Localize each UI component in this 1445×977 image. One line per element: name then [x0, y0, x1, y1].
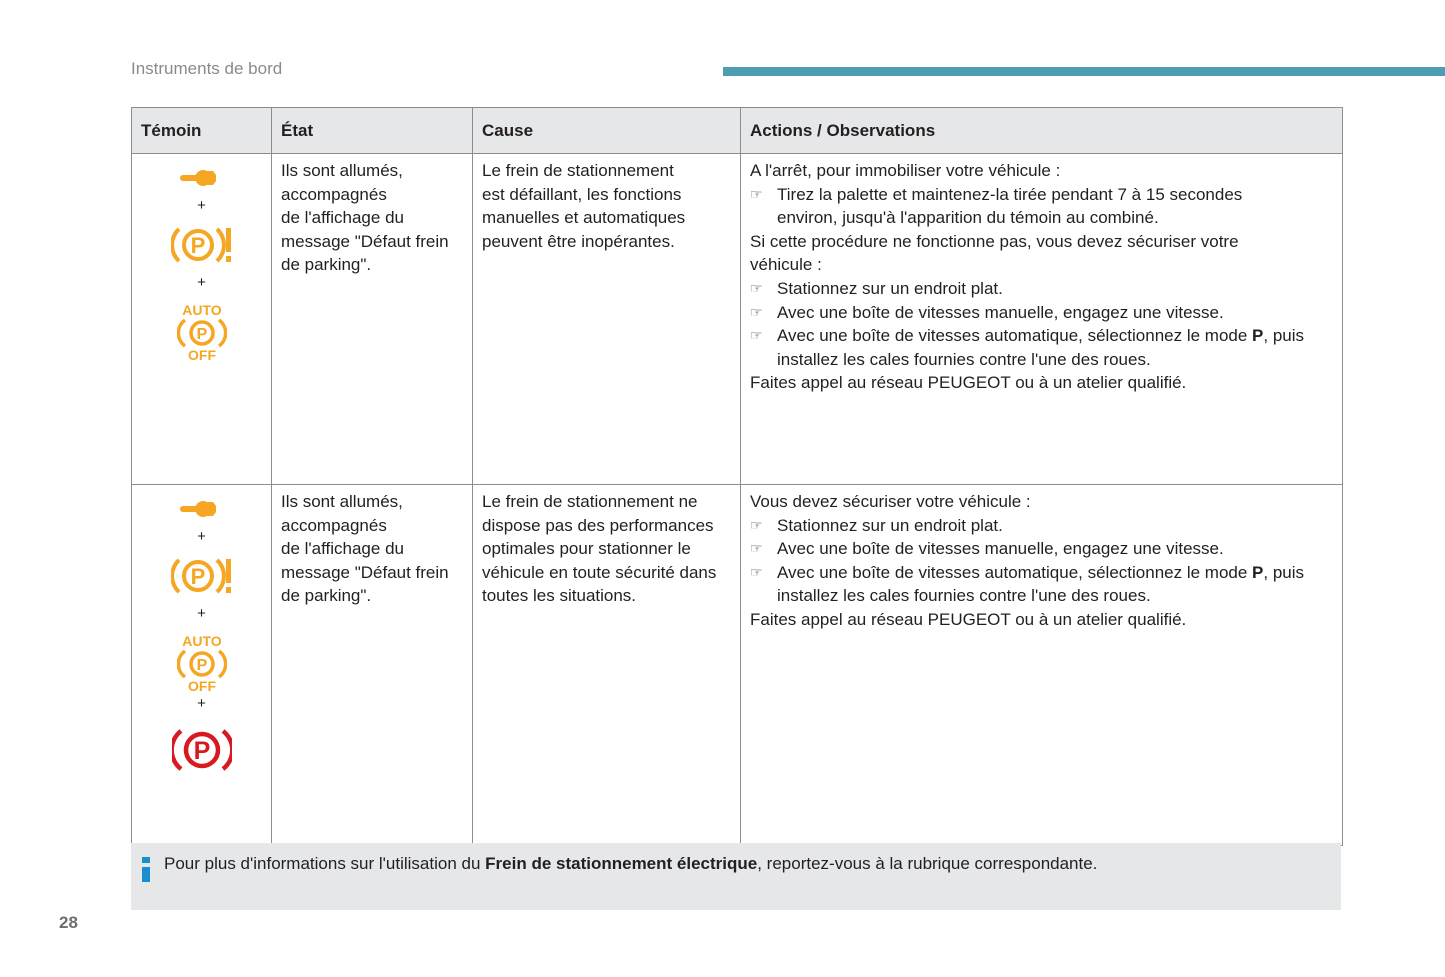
wrench-icon	[179, 168, 225, 188]
action-step: ☞ Stationnez sur un endroit plat.	[750, 514, 1333, 538]
plus-sign: +	[197, 274, 206, 291]
etat-cell	[272, 485, 473, 846]
indicator-cell	[132, 485, 272, 846]
pointing-hand-icon: ☞	[750, 540, 763, 557]
etat-line: de parking".	[281, 255, 372, 275]
indicator-cell	[132, 154, 272, 485]
pointing-hand-icon: ☞	[750, 185, 763, 202]
info-text: Pour plus d'informations sur l'utilisation du Frein de stationnement électrique, reportez-vous à la rubrique correspondante.	[164, 854, 1098, 873]
action-step: ☞ Avec une boîte de vitesses manuelle, engagez une vitesse.	[750, 301, 1333, 325]
actions-cell	[741, 485, 1343, 846]
cause-line: toutes les situations.	[482, 586, 637, 606]
page-number: 28	[59, 913, 78, 932]
cause-line: Le frein de stationnement	[482, 161, 674, 180]
parking-red-p-letter: P	[193, 737, 210, 765]
col-header-etat: État	[272, 108, 473, 154]
actions-final: Faites appel au réseau PEUGEOT ou à un atelier qualifié.	[750, 609, 1187, 629]
info-icon	[142, 857, 152, 883]
parking-red-icon	[172, 727, 232, 773]
auto-p-off-icon	[177, 633, 227, 693]
table-header-row	[132, 108, 1343, 154]
cause-line: manuelles et automatiques	[482, 208, 686, 228]
plus-sign: +	[197, 605, 206, 622]
section-title: Instruments de bord	[131, 59, 283, 78]
etat-line: accompagnés	[281, 515, 387, 535]
etat-line: de parking".	[281, 586, 372, 606]
table-row	[132, 154, 1343, 485]
auto-p-letter: P	[196, 326, 207, 343]
cause-line: dispose pas des performances	[482, 515, 714, 535]
action-step: ☞ Avec une boîte de vitesses manuelle, engagez une vitesse.	[750, 537, 1333, 561]
parking-p-letter: P	[190, 564, 205, 589]
actions-cell	[741, 154, 1343, 485]
action-step: ☞ Avec une boîte de vitesses automatique, sélectionnez le mode P, puis installez les cales fournies contre l'une des roues.	[750, 326, 1305, 369]
action-step: ☞ Stationnez sur un endroit plat.	[750, 277, 1333, 301]
off-label: OFF	[187, 678, 216, 693]
etat-line: Ils sont allumés,	[281, 492, 403, 511]
pointing-hand-icon: ☞	[750, 279, 763, 296]
plus-sign: +	[197, 695, 206, 712]
plus-sign: +	[197, 197, 206, 214]
parking-p-letter: P	[190, 233, 205, 258]
pointing-hand-icon: ☞	[750, 303, 763, 320]
col-header-temoin: Témoin	[132, 108, 272, 154]
auto-p-off-icon	[177, 302, 227, 362]
pointing-hand-icon: ☞	[750, 327, 763, 344]
etat-line: accompagnés	[281, 184, 387, 204]
col-header-cause: Cause	[473, 108, 741, 154]
auto-label: AUTO	[181, 633, 222, 649]
header-accent-bar	[723, 67, 1445, 76]
info-note	[131, 843, 1341, 910]
actions-final: Faites appel au réseau PEUGEOT ou à un atelier qualifié.	[750, 373, 1187, 393]
col-header-actions: Actions / Observations	[741, 108, 1343, 154]
actions-fallback: Si cette procédure ne fonctionne pas, vous devez sécuriser votre	[750, 231, 1239, 251]
etat-line: message "Défaut frein	[281, 231, 449, 251]
etat-line: de l'affichage du	[281, 208, 404, 228]
etat-line: message "Défaut frein	[281, 562, 449, 582]
actions-fallback: véhicule :	[750, 255, 822, 275]
etat-line: Ils sont allumés,	[281, 161, 403, 180]
cause-line: peuvent être inopérantes.	[482, 231, 675, 251]
cause-line: optimales pour stationner le	[482, 539, 691, 559]
action-step: ☞ Tirez la palette et maintenez-la tirée pendant 7 à 15 secondes environ, jusqu'à l'apparition du témoin au combiné.	[750, 184, 1243, 228]
etat-cell	[272, 154, 473, 485]
action-step: ☞ Avec une boîte de vitesses automatique, sélectionnez le mode P, puis installez les cales fournies contre l'une des roues.	[750, 562, 1305, 606]
actions-intro: A l'arrêt, pour immobiliser votre véhicule :	[750, 161, 1061, 180]
actions-intro: Vous devez sécuriser votre véhicule :	[750, 492, 1031, 511]
auto-p-letter: P	[196, 657, 207, 674]
cause-cell	[473, 154, 741, 485]
etat-line: de l'affichage du	[281, 539, 404, 559]
info-link-title: Frein de stationnement électrique	[485, 854, 758, 873]
table-row	[132, 485, 1343, 846]
cause-line: Le frein de stationnement ne	[482, 492, 698, 511]
pointing-hand-icon: ☞	[750, 563, 763, 580]
auto-label: AUTO	[181, 302, 222, 318]
cause-cell	[473, 485, 741, 846]
plus-sign: +	[197, 528, 206, 545]
parking-fault-icon	[171, 556, 233, 596]
off-label: OFF	[187, 347, 216, 362]
cause-line: véhicule en toute sécurité dans	[482, 562, 717, 582]
pointing-hand-icon: ☞	[750, 516, 763, 533]
wrench-icon	[179, 499, 225, 519]
warning-lights-table	[131, 107, 1343, 846]
parking-fault-icon	[171, 225, 233, 265]
cause-line: est défaillant, les fonctions	[482, 184, 682, 204]
